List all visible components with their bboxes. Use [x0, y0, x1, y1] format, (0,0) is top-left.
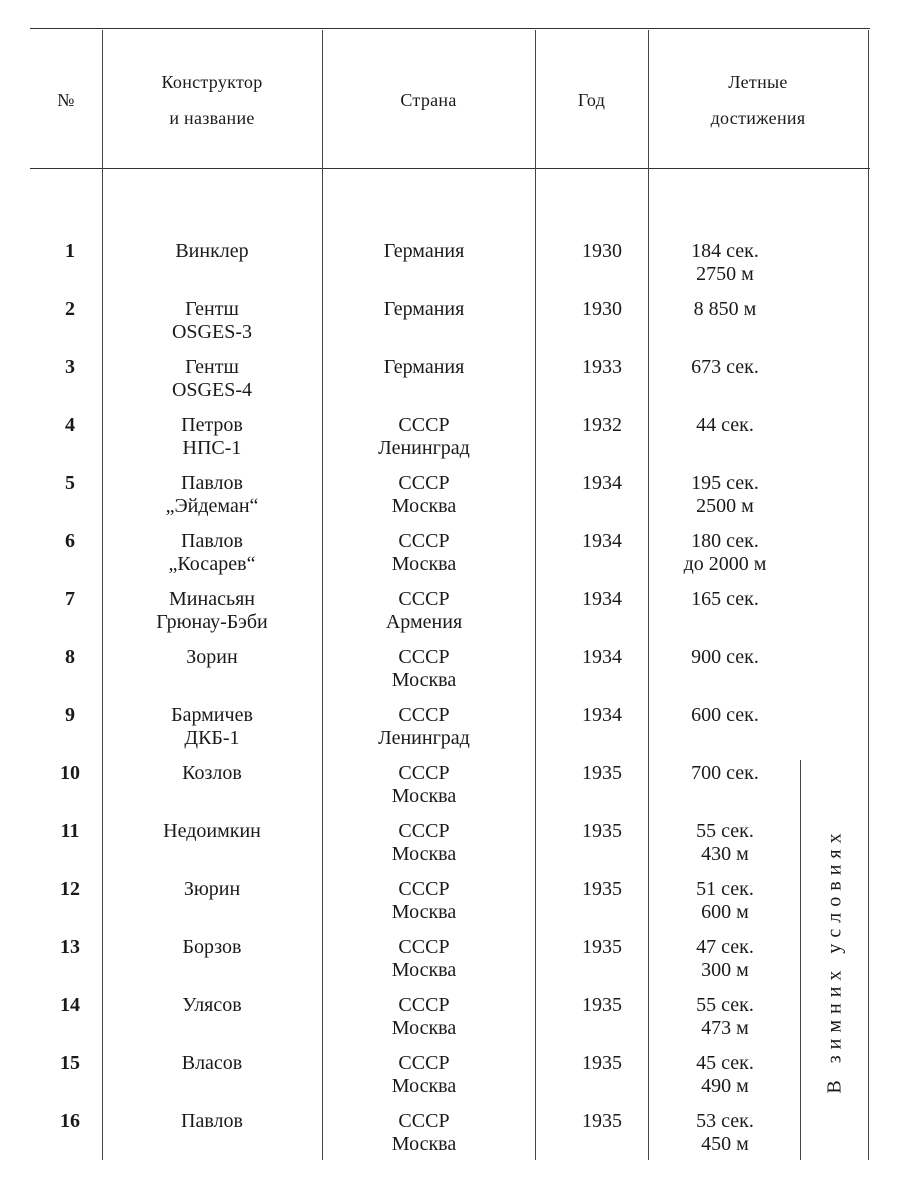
constructor-cell-text: „Косарев“	[168, 553, 256, 575]
year-cell-text: 1935	[582, 994, 622, 1016]
achievements-cell-text: 2750 м	[696, 263, 754, 285]
constructor-cell-text: Бармичев	[171, 704, 253, 726]
constructor-cell-text: ДКБ-1	[184, 727, 240, 749]
row-number	[40, 1052, 100, 1075]
constructor-cell-text: OSGES-4	[171, 379, 252, 401]
achievements-cell-text: 55 сек.	[696, 994, 754, 1016]
country-cell-text: СССР	[398, 994, 450, 1016]
row-number	[40, 530, 100, 553]
achievements-cell	[650, 994, 800, 1040]
header-country	[322, 30, 535, 170]
row-number-text: 7	[65, 588, 75, 610]
year-cell	[562, 1110, 642, 1133]
country-cell	[324, 994, 524, 1040]
constructor-cell-text: Минасьян	[169, 588, 255, 610]
year-cell	[562, 298, 642, 321]
constructor-cell-text: Козлов	[182, 762, 242, 784]
row-number	[40, 472, 100, 495]
achievements-cell-text: 2500 м	[696, 495, 754, 517]
constructor-cell-text: Власов	[181, 1052, 243, 1074]
achievements-cell-text: 450 м	[701, 1133, 749, 1155]
constructor-cell-text: Недоимкин	[163, 820, 261, 842]
year-cell	[562, 936, 642, 959]
row-number	[40, 704, 100, 727]
country-cell-text: Ленинград	[378, 437, 470, 459]
row-number-text: 4	[65, 414, 75, 436]
country-cell-text: СССР	[398, 530, 450, 552]
country-cell-text: СССР	[398, 820, 450, 842]
achievements-cell	[650, 878, 800, 924]
constructor-cell	[102, 298, 322, 344]
country-cell	[324, 820, 524, 866]
achievements-cell-text: 600 сек.	[691, 704, 759, 726]
country-cell-text: Германия	[383, 240, 465, 262]
country-cell-text: Германия	[383, 298, 465, 320]
row-number-text: 12	[60, 878, 80, 900]
achievements-cell-text: до 2000 м	[683, 553, 767, 575]
country-cell	[324, 936, 524, 982]
constructor-cell-text: Улясов	[182, 994, 242, 1016]
constructor-cell-text: Павлов	[181, 1110, 243, 1132]
constructor-cell	[102, 588, 322, 634]
winter-conditions-note-text: В зимних условиях	[823, 826, 846, 1094]
column-divider	[868, 30, 869, 1160]
constructor-cell	[102, 878, 322, 901]
country-cell	[324, 588, 524, 634]
header-achievements-line1: Летные	[728, 72, 788, 92]
constructor-cell	[102, 1052, 322, 1075]
row-number	[40, 240, 100, 263]
row-number-text: 15	[60, 1052, 80, 1074]
achievements-cell	[650, 240, 800, 286]
country-cell-text: Москва	[391, 785, 457, 807]
year-cell-text: 1934	[582, 588, 622, 610]
achievements-cell-text: 300 м	[701, 959, 749, 981]
column-divider	[648, 30, 649, 1160]
year-cell-text: 1934	[582, 704, 622, 726]
country-cell-text: СССР	[398, 1052, 450, 1074]
constructor-cell	[102, 820, 322, 843]
row-number-text: 10	[60, 762, 80, 784]
column-divider	[800, 760, 801, 1160]
header-num	[30, 30, 102, 170]
header-num-label: №	[57, 90, 75, 110]
header-year-label: Год	[577, 90, 606, 110]
constructor-cell-text: Борзов	[182, 936, 242, 958]
achievements-cell-text: 195 сек.	[691, 472, 759, 494]
country-cell	[324, 762, 524, 808]
row-number-text: 13	[60, 936, 80, 958]
row-number-text: 9	[65, 704, 75, 726]
country-cell-text: СССР	[398, 762, 450, 784]
country-cell	[324, 298, 524, 321]
country-cell	[324, 240, 524, 263]
country-cell-text: Москва	[391, 959, 457, 981]
row-number	[40, 936, 100, 959]
country-cell-text: СССР	[398, 1110, 450, 1132]
country-cell	[324, 704, 524, 750]
achievements-cell	[650, 1110, 800, 1156]
country-cell	[324, 1110, 524, 1156]
year-cell	[562, 414, 642, 437]
row-number-text: 5	[65, 472, 75, 494]
year-cell	[562, 530, 642, 553]
achievements-cell-text: 47 сек.	[696, 936, 754, 958]
achievements-cell-text: 600 м	[701, 901, 749, 923]
constructor-cell-text: Петров	[181, 414, 243, 436]
achievements-cell	[650, 704, 800, 727]
achievements-cell	[650, 298, 800, 321]
row-number	[40, 356, 100, 379]
country-cell-text: Москва	[391, 669, 457, 691]
year-cell	[562, 588, 642, 611]
achievements-cell-text: 180 сек.	[691, 530, 759, 552]
column-divider	[322, 30, 323, 1160]
country-cell	[324, 646, 524, 692]
country-cell-text: СССР	[398, 646, 450, 668]
country-cell	[324, 530, 524, 576]
constructor-cell-text: Зорин	[186, 646, 238, 668]
country-cell-text: Москва	[391, 495, 457, 517]
achievements-cell	[650, 414, 800, 437]
country-cell-text: СССР	[398, 588, 450, 610]
header-constructor-line1: Конструктор	[161, 72, 263, 92]
row-number	[40, 820, 100, 843]
row-number-text: 3	[65, 356, 75, 378]
country-cell-text: Ленинград	[378, 727, 470, 749]
constructor-cell	[102, 414, 322, 460]
country-cell-text: Москва	[391, 553, 457, 575]
constructor-cell-text: „Эйдеман“	[165, 495, 259, 517]
row-number	[40, 298, 100, 321]
achievements-cell	[650, 646, 800, 669]
header-constructor	[102, 30, 322, 170]
country-cell-text: СССР	[398, 704, 450, 726]
country-cell-text: СССР	[398, 878, 450, 900]
country-cell	[324, 414, 524, 460]
row-number	[40, 646, 100, 669]
country-cell-text: Москва	[391, 1017, 457, 1039]
country-cell-text: Москва	[391, 901, 457, 923]
achievements-cell-text: 44 сек.	[696, 414, 754, 436]
year-cell-text: 1935	[582, 762, 622, 784]
country-cell	[324, 1052, 524, 1098]
country-cell-text: Германия	[383, 356, 465, 378]
year-cell	[562, 820, 642, 843]
achievements-cell-text: 700 сек.	[691, 762, 759, 784]
year-cell	[562, 878, 642, 901]
year-cell-text: 1930	[582, 298, 622, 320]
row-number-text: 16	[60, 1110, 80, 1132]
achievements-cell-text: 8 850 м	[693, 298, 757, 320]
row-number	[40, 414, 100, 437]
constructor-cell-text: Винклер	[175, 240, 249, 262]
year-cell	[562, 472, 642, 495]
year-cell-text: 1934	[582, 530, 622, 552]
year-cell-text: 1934	[582, 646, 622, 668]
year-cell-text: 1932	[582, 414, 622, 436]
year-cell	[562, 356, 642, 379]
constructor-cell	[102, 240, 322, 263]
year-cell-text: 1930	[582, 240, 622, 262]
row-number-text: 8	[65, 646, 75, 668]
country-cell-text: Москва	[391, 843, 457, 865]
country-cell-text: Москва	[391, 1133, 457, 1155]
constructor-cell	[102, 762, 322, 785]
row-number	[40, 588, 100, 611]
country-cell	[324, 472, 524, 518]
constructor-cell-text: OSGES-3	[171, 321, 252, 343]
country-cell	[324, 878, 524, 924]
constructor-cell-text: Зюрин	[183, 878, 241, 900]
row-number	[40, 878, 100, 901]
country-cell-text: Москва	[391, 1075, 457, 1097]
achievements-cell-text: 45 сек.	[696, 1052, 754, 1074]
achievements-cell-text: 430 м	[701, 843, 749, 865]
constructor-cell	[102, 356, 322, 402]
achievements-cell-text: 490 м	[701, 1075, 749, 1097]
constructor-cell-text: НПС-1	[182, 437, 242, 459]
constructor-cell	[102, 1110, 322, 1133]
year-cell	[562, 994, 642, 1017]
header-achievements-line2: достижения	[710, 108, 806, 128]
year-cell-text: 1935	[582, 1052, 622, 1074]
constructor-cell	[102, 530, 322, 576]
achievements-cell	[650, 762, 800, 785]
achievements-cell	[650, 530, 800, 576]
constructor-cell	[102, 994, 322, 1017]
achievements-cell-text: 53 сек.	[696, 1110, 754, 1132]
column-divider	[535, 30, 536, 1160]
achievements-cell-text: 184 сек.	[691, 240, 759, 262]
country-cell-text: СССР	[398, 472, 450, 494]
year-cell-text: 1935	[582, 936, 622, 958]
header-achievements	[648, 30, 868, 170]
achievements-cell-text: 900 сек.	[691, 646, 759, 668]
year-cell-text: 1935	[582, 820, 622, 842]
header-year	[535, 30, 648, 170]
achievements-cell	[650, 588, 800, 611]
constructor-cell	[102, 704, 322, 750]
row-number-text: 1	[65, 240, 75, 262]
row-number	[40, 1110, 100, 1133]
header-constructor-line2: и название	[169, 108, 255, 128]
table-top-rule	[30, 28, 870, 29]
row-number	[40, 762, 100, 785]
winter-conditions-note	[810, 800, 860, 1120]
constructor-cell-text: Павлов	[181, 530, 243, 552]
constructor-cell-text: Гентш	[185, 298, 239, 320]
achievements-cell	[650, 820, 800, 866]
constructor-cell	[102, 936, 322, 959]
achievements-cell	[650, 936, 800, 982]
achievements-cell	[650, 1052, 800, 1098]
achievements-cell-text: 673 сек.	[691, 356, 759, 378]
country-cell	[324, 356, 524, 379]
achievements-cell	[650, 472, 800, 518]
constructor-cell-text: Павлов	[181, 472, 243, 494]
achievements-cell-text: 165 сек.	[691, 588, 759, 610]
row-number-text: 11	[60, 820, 80, 842]
row-number-text: 2	[65, 298, 75, 320]
constructor-cell-text: Грюнау-Бэби	[156, 611, 268, 633]
year-cell	[562, 1052, 642, 1075]
achievements-cell-text: 55 сек.	[696, 820, 754, 842]
achievements-cell	[650, 356, 800, 379]
year-cell	[562, 646, 642, 669]
country-cell-text: СССР	[398, 414, 450, 436]
constructor-cell	[102, 472, 322, 518]
year-cell-text: 1935	[582, 878, 622, 900]
year-cell-text: 1934	[582, 472, 622, 494]
constructor-cell	[102, 646, 322, 669]
header-country-label: Страна	[400, 90, 457, 110]
achievements-cell-text: 51 сек.	[696, 878, 754, 900]
year-cell	[562, 762, 642, 785]
achievements-cell-text: 473 м	[701, 1017, 749, 1039]
year-cell-text: 1933	[582, 356, 622, 378]
country-cell-text: Армения	[385, 611, 463, 633]
row-number-text: 6	[65, 530, 75, 552]
constructor-cell-text: Гентш	[185, 356, 239, 378]
country-cell-text: СССР	[398, 936, 450, 958]
row-number	[40, 994, 100, 1017]
row-number-text: 14	[60, 994, 80, 1016]
year-cell	[562, 240, 642, 263]
year-cell	[562, 704, 642, 727]
year-cell-text: 1935	[582, 1110, 622, 1132]
